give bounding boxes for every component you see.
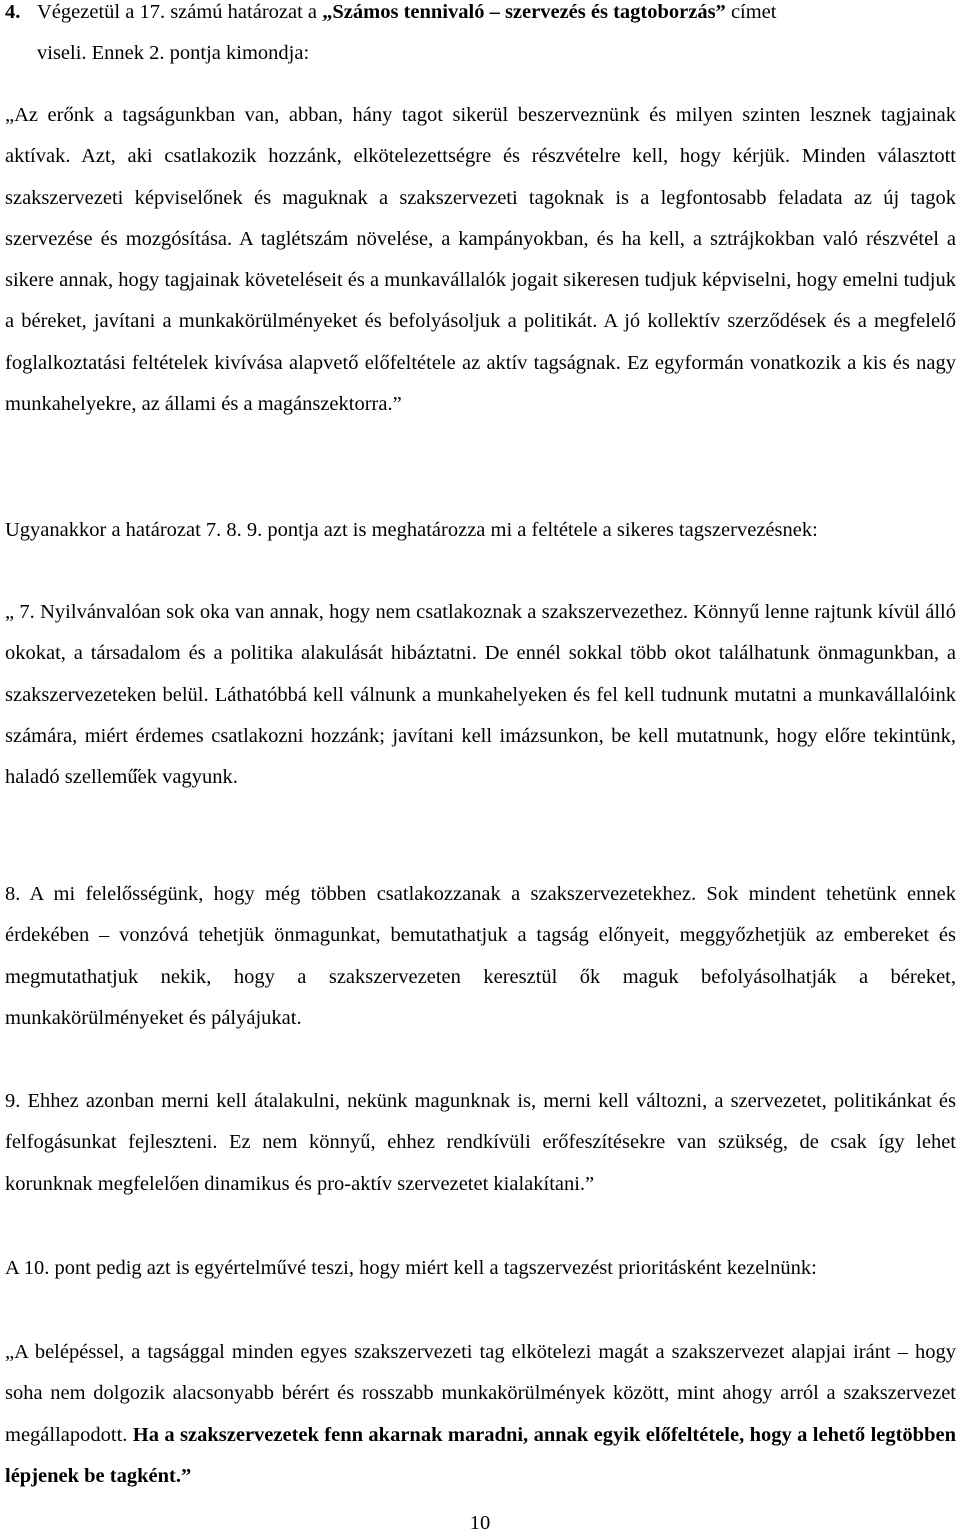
section-heading-post: címet: [725, 1, 777, 23]
quote-emphasis: Ha a szakszervezetek fenn akarnak maradni, annak egyik előfeltétele, hogy a lehető legtöbben lépjenek be tagként.”: [5, 1423, 956, 1487]
paragraph-quote-point-2: „Az erőnk a tagságunkban van, abban, hány tagot sikerül beszerveznünk és milyen szinten lesznek tagjainak aktívak. Azt, aki csatlakozik hozzánk, elkötelezettségre és részvételre kell, hogy kérjük. Minden választott szakszervezeti képviselőnek és maguknak a szakszervezeti tagoknak is a legfontosabb feladata az új tagok szervezése és mozgósítása. A taglétszám növelése, a kampányokban, és ha kell, a sztrájkokban való részvétel a sikere annak, hogy tagjainak követeléseit és a munkavállalók jogait sikeresen tudjuk képviselni, hogy emelni tudjuk a béreket, javítani a munkakörülményeket és befolyásoljuk a politikát. A jó kollektív szerződések és a megfelelő foglalkoztatási feltételek kivívása alapvető előfeltétele az aktív tagságnak. Ez egyformán vonatkozik a kis és nagy munkahelyekre, az állami és a magánszektorra.”: [5, 104, 956, 416]
resolution-title: „Számos tennivaló – szervezés és tagtoborzás”: [322, 1, 726, 23]
paragraph-point-8: 8. A mi felelősségünk, hogy még többen csatlakozzanak a szakszervezetekhez. Sok mindent tehetünk ennek érdekében – vonzóvá tehetjük önmagunkat, bemutathatjuk a tagság előnyeit, meggyőzhetjük az embereket és megmutathatjuk nekik, hogy a szakszervezeten keresztül ők maguk befolyásolhatják a béreket, munkakörülményeket és pályájukat.: [5, 883, 956, 1029]
section-heading-continuation: viseli. Ennek 2. pontja kimondja:: [37, 42, 310, 64]
paragraph-quote-point-10: [5, 1332, 956, 1497]
quote-text: „A belépéssel, a tagsággal minden egyes szakszervezeti tag elkötelezi magát a szakszervezet alapjai iránt – hogy soha nem dolgozik alacsonyabb bérért és rosszabb munkakörülmények között, mint ahogy arról a szakszervezet megállapodott.: [5, 1341, 956, 1446]
page-number: 10: [469, 1512, 491, 1534]
paragraph-points-7-8-9-intro: Ugyanakkor a határozat 7. 8. 9. pontja azt is meghatározza mi a feltétele a sikeres tagszervezésnek:: [5, 519, 818, 541]
section-heading: [5, 0, 776, 33]
paragraph-point-7: „ 7. Nyilvánvalóan sok oka van annak, hogy nem csatlakoznak a szakszervezethez. Könnyű lenne rajtunk kívül álló okokat, a társadalom és a politika alakulását hibáztatni. De ennél sokkal több okot találhatunk önmagunkban, a szakszervezeteken belül. Láthatóbbá kell válnunk a munkahelyeken és fel kell tudnunk mutatni a munkavállalóink számára, miért érdemes csatlakozni hozzánk; javítani kell imázsunkon, be kell mutatnunk, hogy előre tekintünk, haladó szellemű̋ek vagyunk.: [5, 601, 956, 789]
paragraph-point-9: 9. Ehhez azonban merni kell átalakulni, nekünk magunknak is, merni kell változni, a szervezetet, politikánkat és felfogásunkat fejleszteni. Ez nem könnyű, ehhez rendkívüli erőfeszítésekre van szükség, de csak így lehet korunknak megfelelően dinamikus és pro-aktív szervezetet kialakítani.”: [5, 1090, 956, 1195]
section-number: 4.: [5, 1, 21, 23]
section-heading-pre: Végezetül a 17. számú határozat a: [37, 1, 323, 23]
paragraph-point-10-intro: A 10. pont pedig azt is egyértelművé teszi, hogy miért kell a tagszervezést prioritásként kezelnünk:: [5, 1257, 817, 1279]
